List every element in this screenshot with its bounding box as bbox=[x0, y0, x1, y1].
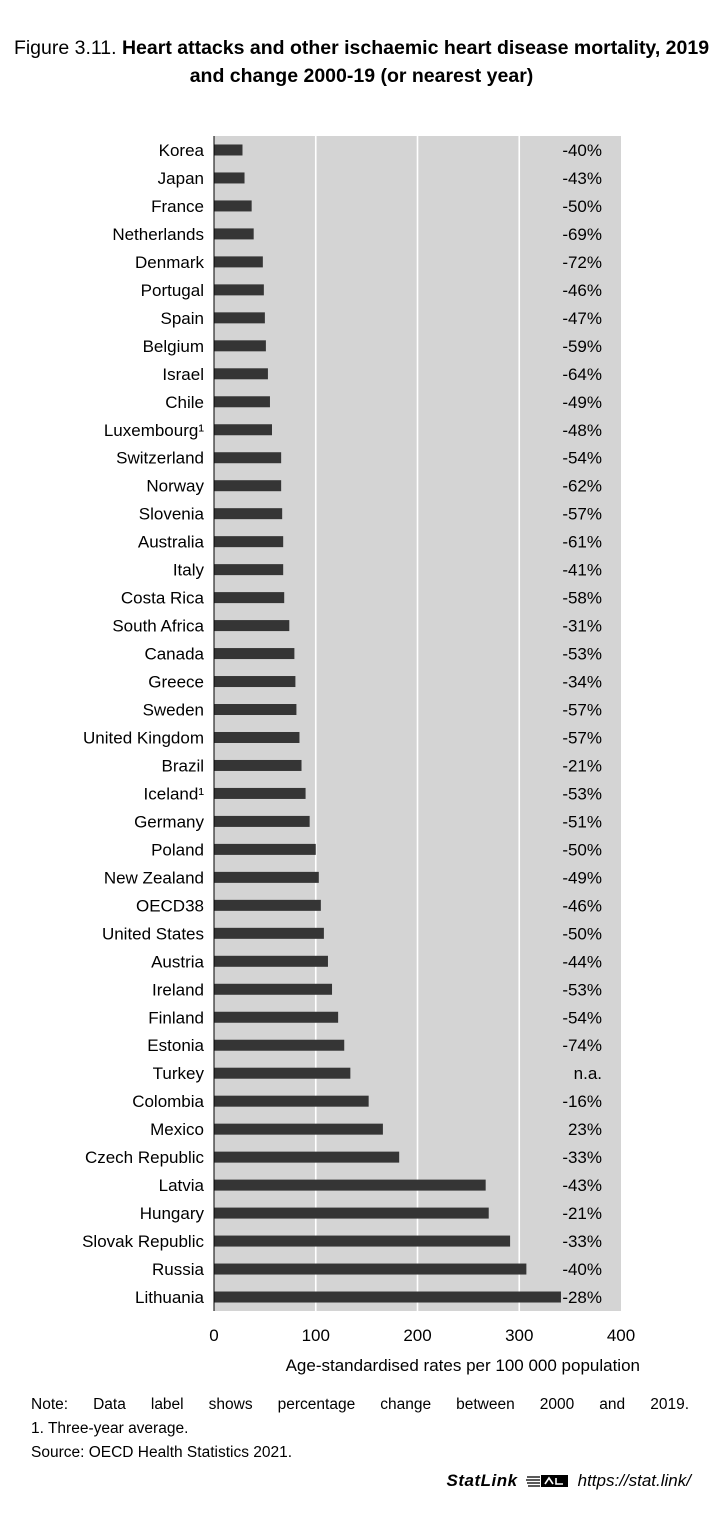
category-label: Austria bbox=[151, 952, 204, 972]
bar bbox=[214, 284, 264, 295]
bar bbox=[214, 760, 302, 771]
change-label: -53% bbox=[562, 980, 602, 1000]
category-label: Australia bbox=[137, 532, 204, 552]
change-label: -40% bbox=[562, 140, 602, 160]
change-label: -41% bbox=[562, 560, 602, 580]
bar bbox=[214, 872, 319, 883]
category-label: France bbox=[151, 196, 204, 216]
bar bbox=[214, 984, 332, 995]
change-label: -72% bbox=[562, 252, 602, 272]
bar bbox=[214, 452, 281, 463]
change-label: -31% bbox=[562, 616, 602, 636]
bar bbox=[214, 732, 299, 743]
change-label: -64% bbox=[562, 364, 602, 384]
bar bbox=[214, 1292, 561, 1303]
bar bbox=[214, 172, 245, 183]
statlink-logo-icon bbox=[526, 1474, 570, 1488]
category-label: Spain bbox=[160, 308, 204, 328]
change-label: -54% bbox=[562, 448, 602, 468]
category-label: Korea bbox=[158, 140, 204, 160]
category-label: Chile bbox=[165, 392, 204, 412]
change-label: -48% bbox=[562, 420, 602, 440]
category-label: OECD38 bbox=[135, 896, 204, 916]
bar bbox=[214, 1180, 486, 1191]
change-label: -57% bbox=[562, 728, 602, 748]
category-label: Canada bbox=[144, 644, 204, 664]
bar bbox=[214, 1208, 489, 1219]
change-label: -43% bbox=[562, 168, 602, 188]
change-label: -57% bbox=[562, 504, 602, 524]
category-label: Ireland bbox=[152, 980, 204, 1000]
statlink[interactable] bbox=[447, 1471, 691, 1491]
statlink-brand: StatLink bbox=[446, 1471, 518, 1490]
category-label: Poland bbox=[151, 840, 204, 860]
bar bbox=[214, 1152, 399, 1163]
statlink-url-link[interactable]: https://stat.link/ bbox=[577, 1471, 691, 1490]
category-label: Luxembourg¹ bbox=[103, 420, 204, 440]
figure-number: Figure 3.11. bbox=[13, 37, 122, 59]
category-label: Iceland¹ bbox=[143, 784, 204, 804]
category-label: Switzerland bbox=[116, 448, 204, 468]
bar bbox=[214, 424, 272, 435]
bar bbox=[214, 648, 294, 659]
bar bbox=[214, 508, 282, 519]
category-label: Belgium bbox=[142, 336, 204, 356]
category-label: New Zealand bbox=[103, 868, 204, 888]
bar bbox=[214, 1124, 383, 1135]
category-label: United States bbox=[101, 924, 204, 944]
bar bbox=[214, 368, 268, 379]
change-label: -62% bbox=[562, 476, 602, 496]
bar bbox=[214, 956, 328, 967]
figure-title: Heart attacks and other ischaemic heart disease mortality, 2019 and change 2000-19 (or nearest year) bbox=[121, 37, 710, 87]
notes bbox=[31, 1393, 689, 1465]
bar bbox=[214, 536, 283, 547]
change-label: -50% bbox=[562, 196, 602, 216]
category-label: Latvia bbox=[158, 1176, 204, 1196]
change-label: -54% bbox=[562, 1008, 602, 1028]
x-tick-label: 400 bbox=[606, 1326, 636, 1345]
change-label: -46% bbox=[562, 896, 602, 916]
category-label: Czech Republic bbox=[84, 1148, 204, 1168]
x-tick-label: 100 bbox=[301, 1326, 330, 1345]
category-label: Hungary bbox=[139, 1204, 204, 1224]
change-label: -50% bbox=[562, 924, 602, 944]
category-label: Mexico bbox=[150, 1120, 204, 1140]
bar bbox=[214, 844, 316, 855]
bar bbox=[214, 480, 281, 491]
change-label: -53% bbox=[562, 644, 602, 664]
bar bbox=[214, 704, 296, 715]
category-label: Portugal bbox=[140, 280, 204, 300]
category-label: Slovak Republic bbox=[82, 1232, 204, 1252]
category-label: Israel bbox=[162, 364, 204, 384]
bar bbox=[214, 592, 284, 603]
bar bbox=[214, 340, 266, 351]
change-label: -51% bbox=[562, 812, 602, 832]
change-label: -16% bbox=[562, 1092, 602, 1112]
category-label: Estonia bbox=[147, 1036, 204, 1056]
bar bbox=[214, 788, 306, 799]
bar bbox=[214, 1040, 344, 1051]
category-label: Denmark bbox=[135, 252, 204, 272]
category-label: Norway bbox=[146, 476, 204, 496]
x-tick-labels bbox=[209, 1326, 635, 1345]
change-label: -50% bbox=[562, 840, 602, 860]
change-label: -74% bbox=[562, 1036, 602, 1056]
category-label: Russia bbox=[152, 1260, 204, 1280]
change-label: -49% bbox=[562, 392, 602, 412]
change-label: 23% bbox=[567, 1120, 602, 1140]
category-label: Sweden bbox=[142, 700, 204, 720]
change-label: -33% bbox=[562, 1232, 602, 1252]
bar bbox=[214, 676, 295, 687]
bar bbox=[214, 144, 242, 155]
change-label: -58% bbox=[562, 588, 602, 608]
change-label: -43% bbox=[562, 1176, 602, 1196]
x-tick-label: 0 bbox=[209, 1326, 219, 1345]
x-tick-label: 300 bbox=[505, 1326, 534, 1345]
change-label: n.a. bbox=[573, 1064, 602, 1084]
category-label: Colombia bbox=[132, 1092, 204, 1112]
category-label: Germany bbox=[134, 812, 204, 832]
footnote-text: 1. Three-year average. bbox=[31, 1420, 189, 1437]
category-label: Italy bbox=[172, 560, 204, 580]
change-label: -40% bbox=[562, 1260, 602, 1280]
change-label: -28% bbox=[562, 1288, 602, 1308]
change-label: -47% bbox=[562, 308, 602, 328]
bar bbox=[214, 1012, 338, 1023]
change-label: -21% bbox=[562, 756, 602, 776]
category-label: Japan bbox=[157, 168, 204, 188]
bar bbox=[214, 564, 283, 575]
change-label: -61% bbox=[562, 532, 602, 552]
category-label: Lithuania bbox=[134, 1288, 204, 1308]
change-label: -34% bbox=[562, 672, 602, 692]
bar bbox=[214, 1264, 526, 1275]
change-label: -49% bbox=[562, 868, 602, 888]
category-label: Costa Rica bbox=[120, 588, 204, 608]
category-label: Turkey bbox=[152, 1064, 204, 1084]
bar bbox=[214, 1068, 350, 1079]
change-label: -69% bbox=[562, 224, 602, 244]
bar bbox=[214, 228, 254, 239]
category-label: Netherlands bbox=[112, 224, 204, 244]
bar bbox=[214, 312, 265, 323]
bar bbox=[214, 200, 252, 211]
change-label: -57% bbox=[562, 700, 602, 720]
source-text: Source: OECD Health Statistics 2021. bbox=[31, 1444, 293, 1461]
bar bbox=[214, 620, 289, 631]
bar bbox=[214, 816, 310, 827]
bar bbox=[214, 1236, 510, 1247]
note-text: Note: Data label shows percentage change between 2000 and 2019. bbox=[31, 1396, 689, 1413]
bar bbox=[214, 256, 263, 267]
category-label: South Africa bbox=[112, 616, 204, 636]
change-label: -46% bbox=[562, 280, 602, 300]
change-label: -59% bbox=[562, 336, 602, 356]
category-label: Brazil bbox=[161, 756, 204, 776]
bar bbox=[214, 1096, 369, 1107]
bar bbox=[214, 900, 321, 911]
category-label: Slovenia bbox=[138, 504, 204, 524]
change-label: -44% bbox=[562, 952, 602, 972]
x-tick-label: 200 bbox=[403, 1326, 432, 1345]
change-label: -21% bbox=[562, 1204, 602, 1224]
change-label: -33% bbox=[562, 1148, 602, 1168]
bar bbox=[214, 396, 270, 407]
change-label: -53% bbox=[562, 784, 602, 804]
category-label: Greece bbox=[148, 672, 204, 692]
bar bbox=[214, 928, 324, 939]
x-axis-label: Age-standardised rates per 100 000 population bbox=[285, 1356, 640, 1375]
category-label: Finland bbox=[148, 1008, 204, 1028]
category-labels bbox=[82, 141, 204, 1307]
category-label: United Kingdom bbox=[83, 728, 204, 748]
